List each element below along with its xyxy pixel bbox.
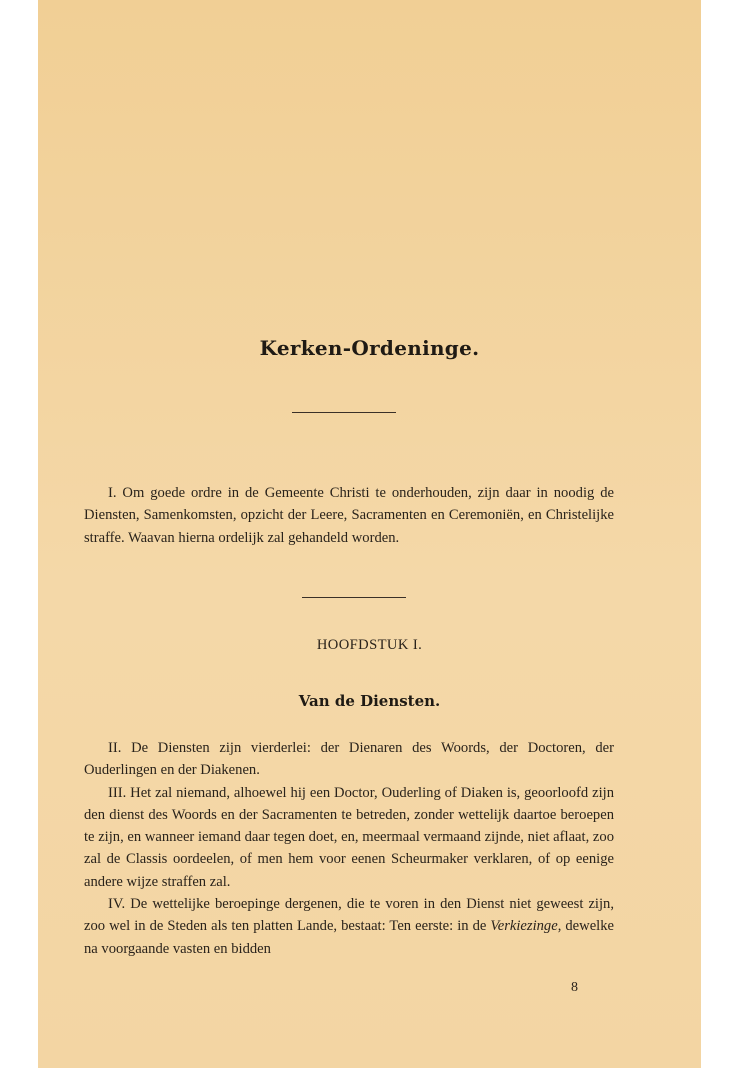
section-heading: Van de Diensten.	[298, 692, 441, 710]
intro-paragraph	[84, 482, 614, 549]
article-4-end: , dewelke na voorgaande vasten en bidden	[84, 918, 614, 957]
book-page	[38, 0, 701, 1068]
body-text	[84, 737, 614, 960]
article-2: II. De Diensten zijn vierderlei: der Dienaren des Woords, der Doctoren, der Ouderlingen en der Diakenen.	[84, 740, 614, 779]
article-4	[84, 893, 614, 960]
article-3: III. Het zal niemand, alhoewel hij een Doctor, Ouderling of Diaken is, geoorloofd zijn den dienst des Woords en der Sacramenten te betreden, zonder wettelijk daartoe beroepen te zijn, en wanneer iemand daar tegen doet, en, meermaal vermaand zijnde, niet aflaat, zoo zal de Classis oordeelen, of men hem voor eenen Scheurmaker verklaren, of op eenige andere wijze straffen zal.	[84, 784, 614, 890]
title-divider	[292, 412, 396, 413]
section-divider	[302, 597, 406, 598]
page-title: Kerken-Ordeninge.	[259, 336, 480, 360]
page-number: 8	[571, 980, 578, 995]
intro-text: I. Om goede ordre in de Gemeente Christi te onderhouden, zijn daar in noodig de Diensten, Samenkomsten, opzicht der Leere, Sacramenten en Ceremoniën, en Christelijke straffe. Waavan hierna ordelijk zal gehandeld worden.	[84, 485, 614, 546]
article-4-italic: Verkiezinge	[490, 918, 558, 935]
chapter-heading: HOOFDSTUK I.	[316, 637, 423, 653]
article-4-start: IV. De wettelijke beroepinge dergenen, die te voren in den Dienst niet geweest zijn, zoo wel in de Steden als ten platten Lande, bestaat: Ten eerste: in de	[84, 896, 614, 935]
